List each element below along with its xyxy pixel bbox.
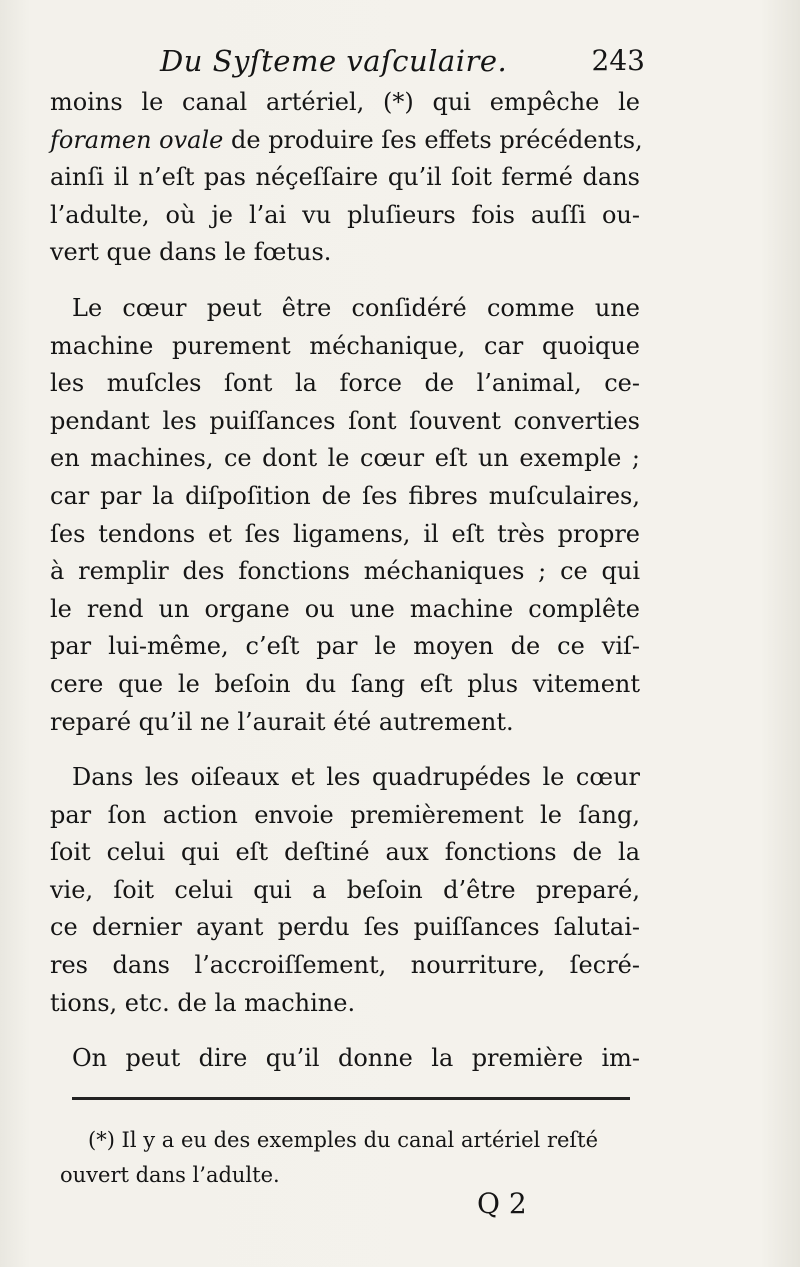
- paragraph-2: [50, 290, 640, 741]
- text-line: ſoit celui qui eſt deſtiné aux fonctions de la: [50, 838, 640, 867]
- text-line-rest: de produire ſes effets précédents,: [231, 125, 643, 154]
- footnote: [60, 1123, 660, 1193]
- paragraph-4: [50, 1040, 640, 1078]
- text-line: Le cœur peut être conſidéré comme une: [72, 293, 640, 322]
- text-line: par ſon action envoie premièrement le ſang,: [50, 800, 640, 829]
- text-line: vert que dans le fœtus.: [50, 238, 332, 267]
- text-line: cere que le beſoin du ſang eſt plus vitement: [50, 669, 640, 698]
- text-line: en machines, ce dont le cœur eſt un exemple ;: [50, 444, 640, 473]
- text-line: le rend un organe ou une machine complête: [50, 594, 640, 623]
- paragraph-3: [50, 759, 640, 1022]
- text-line: [50, 122, 643, 160]
- signature-mark: Q 2: [477, 1187, 527, 1220]
- text-line: ainſi il n’eſt pas néçeſſaire qu’il ſoit fermé dans: [50, 163, 640, 192]
- text-line: On peut dire qu’il donne la première im-: [72, 1044, 640, 1073]
- body-text: [50, 84, 643, 1078]
- footnote-line: ouvert dans l’adulte.: [60, 1163, 280, 1187]
- text-line: machine purement méchanique, car quoique: [50, 331, 640, 360]
- text-line: pendant les puiſſances ſont ſouvent converties: [50, 406, 640, 435]
- running-title: Du Syſteme vaſculaire.: [160, 44, 508, 78]
- text-line: ce dernier ayant perdu ſes puiſſances ſalutai-: [50, 913, 640, 942]
- text-line: res dans l’accroiſſement, nourriture, ſecré-: [50, 951, 640, 980]
- text-line: moins le canal artériel, (*) qui empêche le: [50, 88, 640, 116]
- text-line: l’adulte, où je l’ai vu pluſieurs fois auſſi ou-: [50, 200, 640, 229]
- text-line: à remplir des fonctions méchaniques ; ce qui: [50, 557, 640, 586]
- text-line: vie, ſoit celui qui a beſoin d’être preparé,: [50, 875, 640, 904]
- footnote-line: (*) Il y a eu des exemples du canal artériel reſté: [88, 1128, 599, 1152]
- paragraph-1: [50, 84, 643, 272]
- latin-term: foramen ovale: [50, 125, 224, 154]
- text-line: Dans les oiſeaux et les quadrupédes le cœur: [72, 763, 640, 792]
- footnote-divider: [72, 1097, 630, 1100]
- text-line: ſes tendons et ſes ligamens, il eſt très propre: [50, 519, 640, 548]
- text-line: les muſcles ſont la force de l’animal, ce-: [50, 369, 640, 398]
- text-line: par lui-même, c’eſt par le moyen de ce viſ-: [50, 632, 640, 661]
- page-number: 243: [591, 44, 645, 77]
- text-line: tions, etc. de la machine.: [50, 988, 356, 1017]
- text-line: reparé qu’il ne l’aurait été autrement.: [50, 707, 514, 736]
- text-line: car par la diſpoſition de ſes fibres muſculaires,: [50, 481, 640, 510]
